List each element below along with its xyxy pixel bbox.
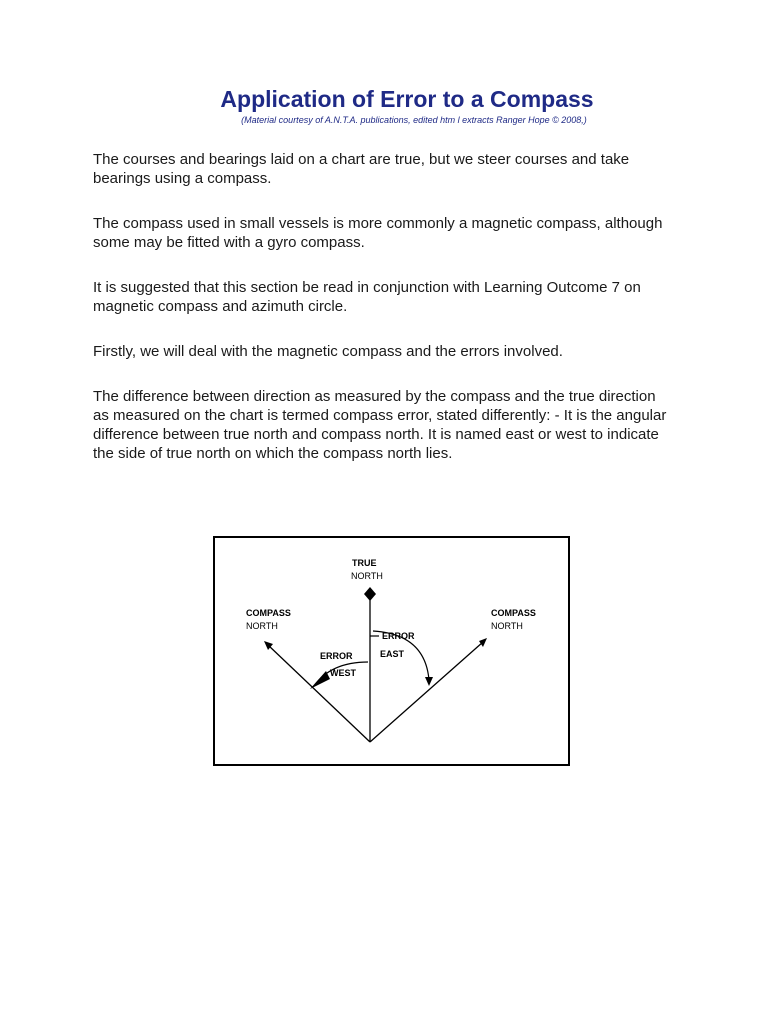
error-east-label: ERROR [382, 631, 415, 641]
paragraph-4: Firstly, we will deal with the magnetic compass and the errors involved. [93, 343, 563, 360]
paragraph-2: The compass used in small vessels is more commonly a magnetic compass, although some may be fitted with a gyro compass. [93, 215, 663, 251]
compass-right-label: COMPASS [491, 608, 536, 618]
credit-text: (Material courtesy of A.N.T.A. publications, edited htm l extracts Ranger Hope © 2008,) [241, 115, 587, 125]
paragraph-5: The difference between direction as measured by the compass and the true direction as measured on the chart is termed compass error, stated differently: - It is the angular difference between true north and compass north. It is named east or west to indicate the side of true north on which the compass north lies. [93, 388, 667, 462]
compass-right-north-label: NORTH [491, 621, 523, 631]
diagram-svg [213, 536, 570, 766]
true-north-label: NORTH [351, 571, 383, 581]
paragraph-3: It is suggested that this section be read in conjunction with Learning Outcome 7 on magnetic compass and azimuth circle. [93, 279, 641, 315]
credit-line [0, 115, 768, 125]
true-label: TRUE [352, 558, 377, 568]
paragraph-1: The courses and bearings laid on a chart are true, but we steer courses and take bearings using a compass. [93, 151, 630, 187]
compass-left-label: COMPASS [246, 608, 291, 618]
compass-error-diagram [213, 536, 570, 766]
error-west-label: ERROR [320, 651, 353, 661]
error-east-direction-label: EAST [380, 649, 405, 659]
compass-left-north-label: NORTH [246, 621, 278, 631]
page-title: Application of Error to a Compass [220, 86, 594, 112]
error-west-direction-label: WEST [330, 668, 356, 678]
